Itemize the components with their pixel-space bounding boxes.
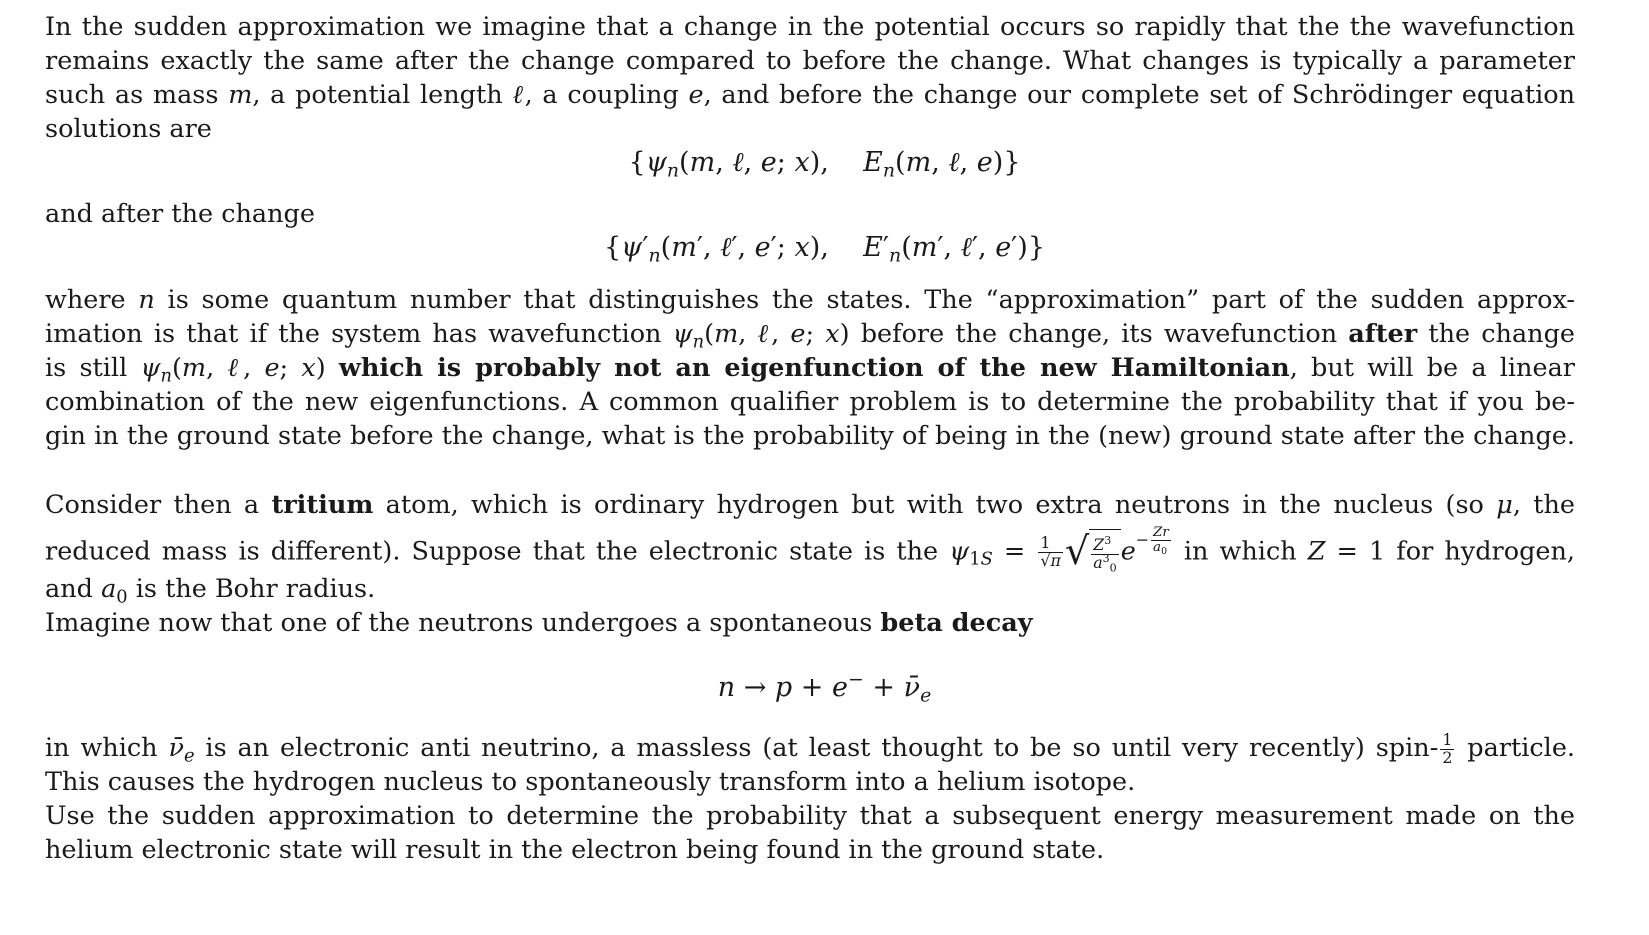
paragraph2-line5: gin in the ground state before the change, what is the probability of being in the (new) ground state after the change.	[45, 421, 1575, 451]
paragraph1-line2: remains exactly the same after the change compared to before the change. What changes is typically a parameter	[45, 46, 1575, 76]
paragraph3-line2: reduced mass is different). Suppose that the electronic state is the $\psi_{1S}$ = $\frac{1}{√\pi}$ √ $\frac{Z^3}{a^3_0}$ $e^{- \frac{Zr}{a_0}}$ in which Z = 1 for hydrogen,	[45, 525, 1576, 575]
sqrt-z-cubed-over-a0-cubed: √ $\frac{Z^3}{a^3_0}$	[1065, 529, 1121, 575]
equation-solutions-before: {$\psi_n(m$, ℓ, e; x), $E_n(m$, ℓ, e)}	[628, 147, 1021, 182]
paragraph1-line1: In the sudden approximation we imagine that a change in the potential occurs so rapidly that the the wavefunction	[45, 12, 1575, 42]
paragraph4-line2: This causes the hydrogen nucleus to spontaneously transform into a helium isotope.	[45, 767, 1136, 797]
paragraph2-line4: combination of the new eigenfunctions. A common qualifier problem is to determine the probability that if you be-	[45, 387, 1575, 417]
paragraph1-line4: solutions are	[45, 114, 212, 144]
equation-solutions-after: {$\psi'_n(m'$, ℓ′, e′; x), $E'_n(m'$, ℓ′, e′)}	[603, 232, 1046, 267]
paragraph3-line4: Imagine now that one of the neutrons undergoes a spontaneous beta decay	[45, 608, 1033, 638]
paragraph2-line2: imation is that if the system has wavefunction $\psi_n(m$, ℓ, e; x) before the change, its wavefunction after the change	[45, 319, 1576, 353]
paragraph4-line4: helium electronic state will result in the electron being found in the ground state.	[45, 835, 1105, 865]
paragraph1-line3: such as mass m, a potential length ℓ, a coupling e, and before the change our complete set of Schrödinger equation	[45, 80, 1576, 110]
paragraph3-line1: Consider then a tritium atom, which is ordinary hydrogen but with two extra neutrons in the nucleus (so μ, the	[45, 490, 1575, 520]
equation-beta-decay: $n \to p + e^- + \nū_e$	[717, 668, 932, 707]
paragraph4-line1: in which $\nū_e$ is an electronic anti neutrino, a massless (at least thought to be so until very recently) spin- $\frac{1}{2}$ particle.	[45, 729, 1576, 767]
paragraph2-line1: where n is some quantum number that distinguishes the states. The “approximation” part of the sudden approx-	[45, 285, 1575, 315]
paragraph4-line3: Use the sudden approximation to determine the probability that a subsequent energy measurement made on the	[45, 801, 1575, 831]
fraction-one-over-sqrt-pi: $\frac{1}{√\pi}$	[1040, 533, 1061, 570]
paragraph3-line3: and $a_0$ is the Bohr radius.	[45, 574, 376, 608]
after-change-text: and after the change	[45, 199, 315, 229]
paragraph2-line3: is still $\psi_n(m$, ℓ, e; x) which is probably not an eigenfunction of the new Hamiltonian, but will be a linear	[45, 353, 1575, 387]
